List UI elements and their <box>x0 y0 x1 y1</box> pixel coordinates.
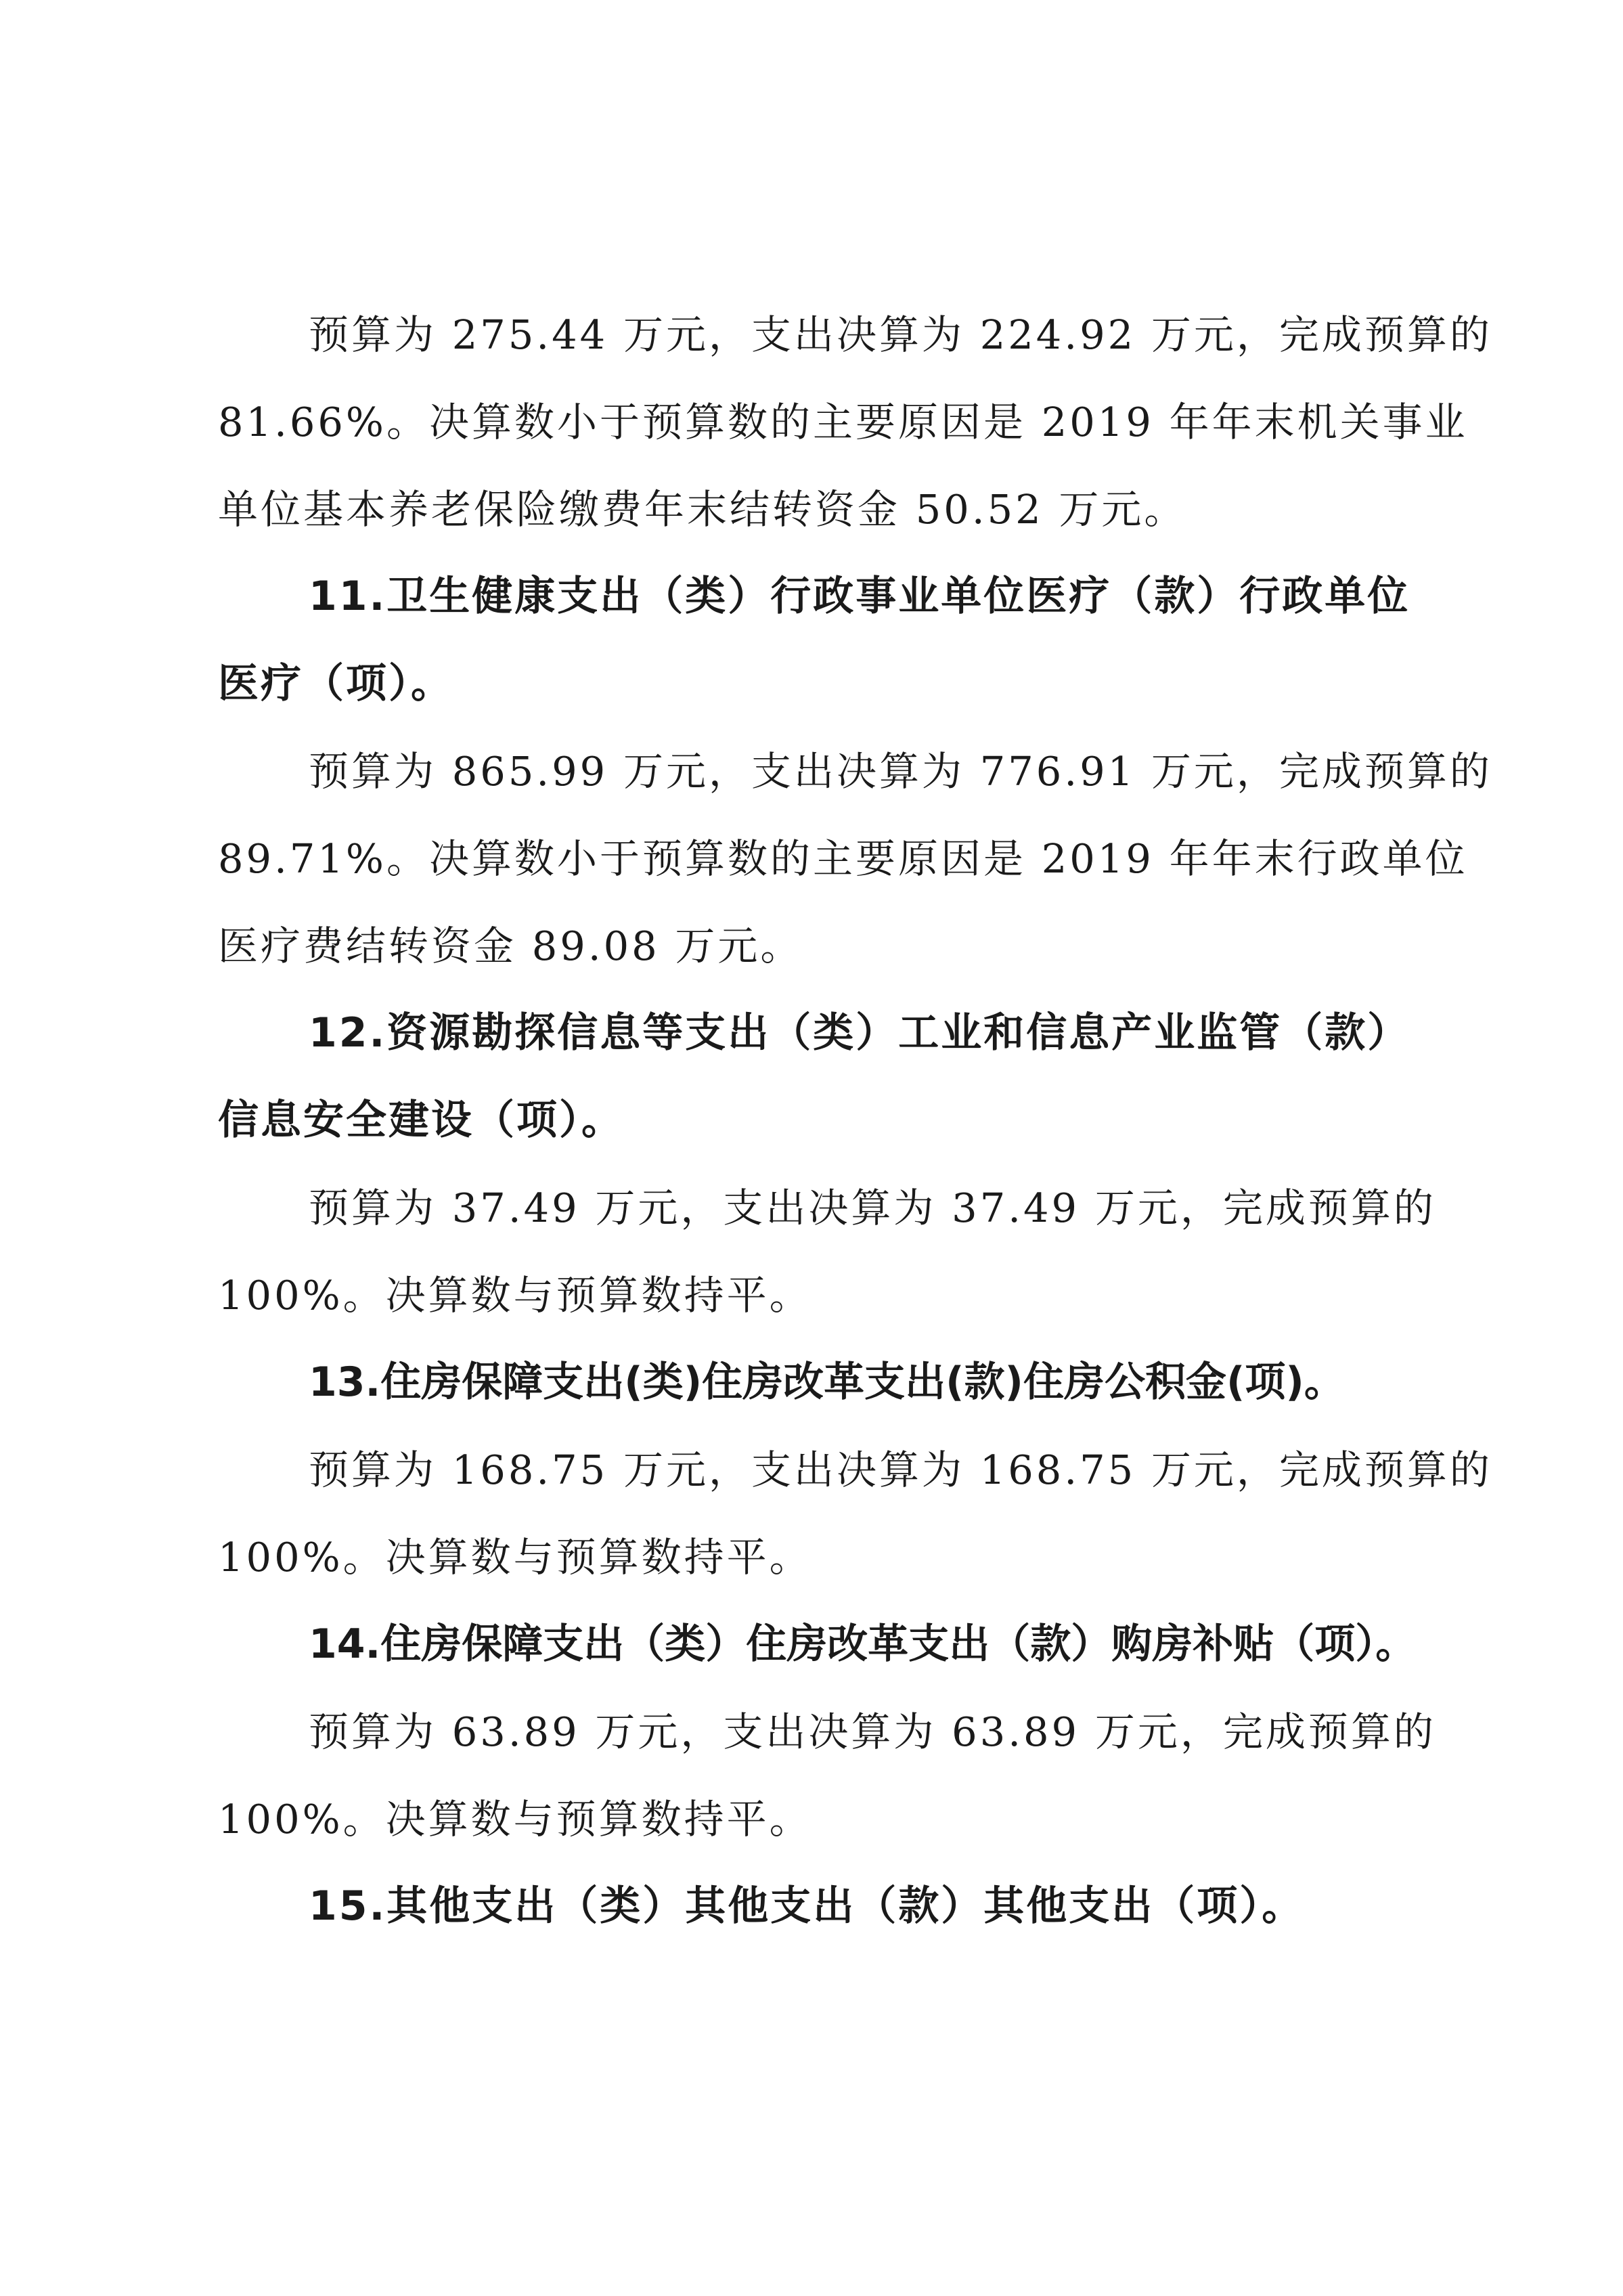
paragraph-line: 单位基本养老保险缴费年末结转资金 50.52 万元。 <box>218 486 1187 533</box>
paragraph-line: 100%。决算数与预算数持平。 <box>218 1796 812 1842</box>
paragraph-line: 81.66%。决算数小于预算数的主要原因是 2019 年年末机关事业 <box>218 399 1468 445</box>
section-heading-14: 14.住房保障支出（类）住房改革支出（款）购房补贴（项）。 <box>309 1620 1417 1668</box>
section-heading-12: 12.资源勘探信息等支出（类）工业和信息产业监管（款） <box>309 1009 1410 1057</box>
document-body <box>218 291 1492 1950</box>
paragraph-line: 预算为 865.99 万元，支出决算为 776.91 万元，完成预算的 <box>309 748 1492 795</box>
paragraph-line: 医疗费结转资金 89.08 万元。 <box>218 923 803 969</box>
section-heading-15: 15.其他支出（类）其他支出（款）其他支出（项）。 <box>309 1882 1305 1930</box>
paragraph-line: 预算为 275.44 万元，支出决算为 224.92 万元，完成预算的 <box>309 311 1492 358</box>
paragraph-line: 预算为 37.49 万元，支出决算为 37.49 万元，完成预算的 <box>309 1185 1436 1231</box>
paragraph-line: 89.71%。决算数小于预算数的主要原因是 2019 年年末行政单位 <box>218 835 1468 882</box>
section-heading-11: 11.卫生健康支出（类）行政事业单位医疗（款）行政单位 <box>309 573 1410 620</box>
section-heading-12-cont: 信息安全建设（项）。 <box>218 1097 624 1144</box>
section-heading-13: 13.住房保障支出(类)住房改革支出(款)住房公积金(项)。 <box>309 1359 1345 1406</box>
paragraph-line: 预算为 168.75 万元，支出决算为 168.75 万元，完成预算的 <box>309 1447 1492 1493</box>
paragraph-line: 预算为 63.89 万元，支出决算为 63.89 万元，完成预算的 <box>309 1708 1436 1755</box>
paragraph-line: 100%。决算数与预算数持平。 <box>218 1534 812 1581</box>
section-heading-11-cont: 医疗（项）。 <box>218 660 453 707</box>
paragraph-line: 100%。决算数与预算数持平。 <box>218 1272 812 1319</box>
